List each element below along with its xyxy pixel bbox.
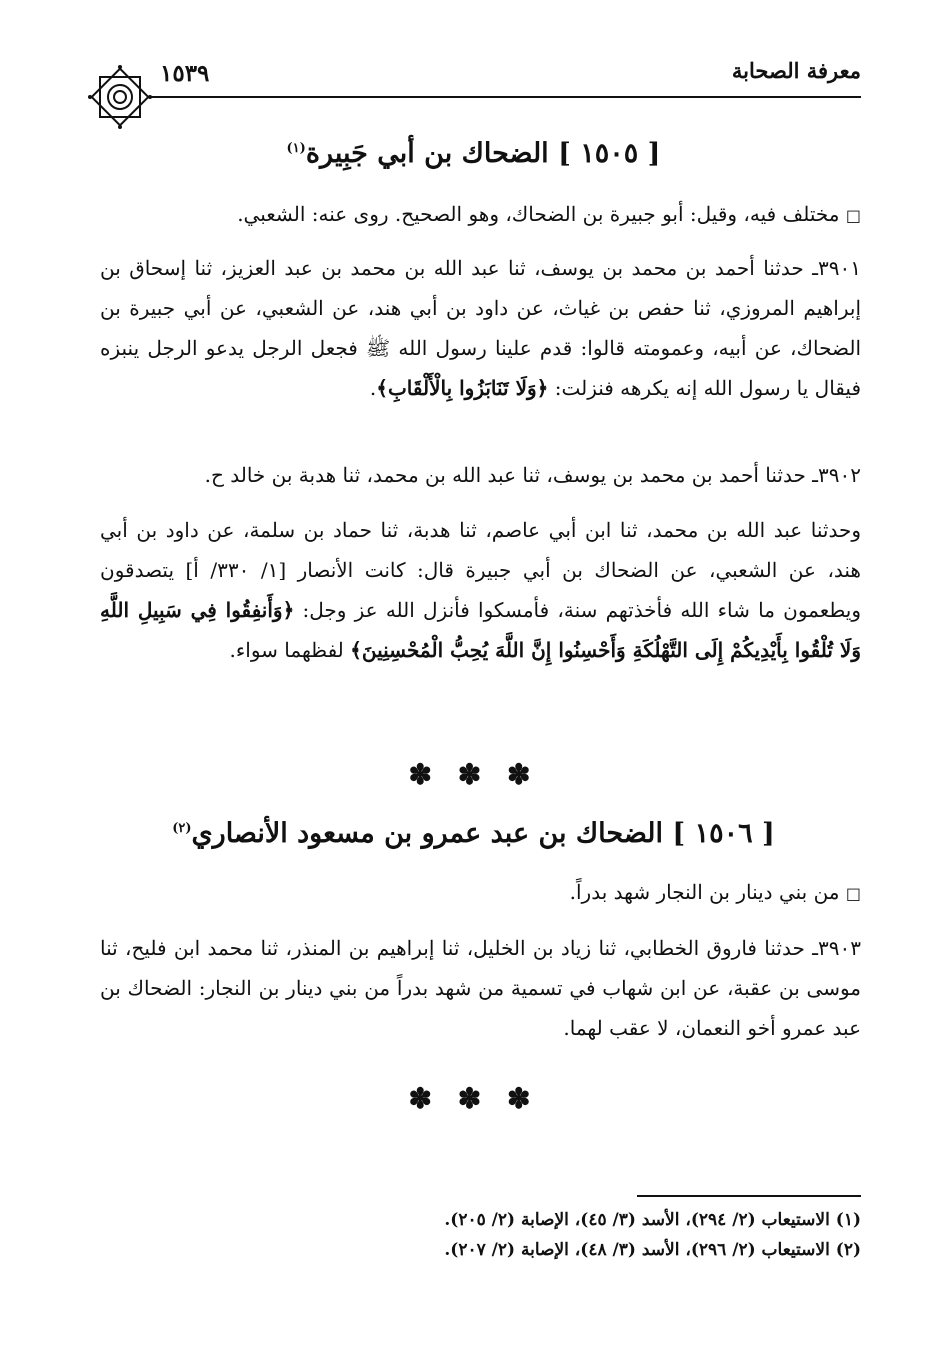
square-mark: □ (845, 206, 861, 225)
star-ornament-icon (86, 63, 154, 131)
hadith-3901 (100, 248, 861, 408)
entry-1505-title: [ ١٥٠٥ ] الضحاك بن أبي جَبِيرة (305, 138, 661, 169)
entry-1506-intro (100, 872, 861, 914)
hadith-3902-text: ٣٩٠٢ـ حدثنا أحمد بن محمد بن يوسف، ثنا عبد الله بن محمد، ثنا هدبة بن خالد ح. (204, 463, 861, 487)
hadith-3901-quran: ﴿وَلَا تَنَابَزُوا بِالْأَلْقَابِ﴾ (376, 376, 549, 400)
entry-1506-heading (86, 818, 861, 849)
footnote-rule (637, 1195, 861, 1197)
hadith-3902-end: لفظهما سواء. (229, 638, 344, 662)
footnote-ref-1: (١) (286, 141, 306, 156)
hadith-3901-text: ٣٩٠١ـ حدثنا أحمد بن محمد بن يوسف، ثنا عبد الله بن محمد بن عبد العزيز، ثنا إسحاق بن إبراهيم المروزي، ثنا حفص بن غياث، عن داود بن أبي هند، عن الشعبي، عن أبي جبيرة بن الضحاك، عن أبيه، وعمومته قالوا: قدم علينا رسول الله ﷺ فجعل الرجل يدعو الرجل ينبزه فيقال يا رسول الله إنه يكرهه فنزلت: (100, 256, 861, 400)
hadith-3902-continuation (100, 510, 861, 670)
square-mark: □ (845, 884, 861, 903)
intro-text: مختلف فيه، وقيل: أبو جبيرة بن الضحاك، وهو الصحيح. روى عنه: الشعبي. (237, 202, 840, 226)
hadith-3902 (100, 455, 861, 495)
separator-stars: ✽ ✽ ✽ (408, 1082, 539, 1115)
header-rule (150, 96, 861, 98)
hadith-3902b-text: وحدثنا عبد الله بن محمد، ثنا ابن أبي عاصم، ثنا هدبة، ثنا حماد بن سلمة، عن داود بن أبي هند، عن الشعبي، عن الضحاك بن أبي جبيرة قال: كانت الأنصار [١/ ٣٣٠/ أ] يتصدقون ويطعمون ما شاء الله فأخذتهم سنة، فأمسكوا فأنزل الله عز وجل: (100, 518, 861, 622)
page-number: ١٥٣٩ (160, 60, 210, 87)
entry-1505-heading (86, 138, 861, 169)
footnote-2: (٢) الاستيعاب (٢/ ٢٩٦)، الأسد (٣/ ٤٨)، الإصابة (٢/ ٢٠٧). (444, 1240, 861, 1260)
hadith-3903-text: ٣٩٠٣ـ حدثنا فاروق الخطابي، ثنا زياد بن الخليل، ثنا إبراهيم بن المنذر، ثنا محمد ابن فليح، ثنا موسى بن عقبة، عن ابن شهاب في تسمية من شهد بدراً من بني دينار بن النجار: الضحاك بن عبد عمرو أخو النعمان، لا عقب لهما. (100, 936, 861, 1040)
footnote-1: (١) الاستيعاب (٢/ ٢٩٤)، الأسد (٣/ ٤٥)، الإصابة (٢/ ٢٠٥). (444, 1210, 861, 1230)
intro-text: من بني دينار بن النجار شهد بدراً. (569, 880, 840, 904)
entry-1506-title: [ ١٥٠٦ ] الضحاك بن عبد عمرو بن مسعود الأنصاري (191, 818, 775, 849)
hadith-3902-quran: ﴿وَأَنفِقُوا فِي سَبِيلِ اللَّهِ وَلَا تُلْقُوا بِأَيْدِيكُمْ إِلَى التَّهْلُكَةِ وَأَحْسِنُوا إِنَّ اللَّهَ يُحِبُّ الْمُحْسِنِينَ﴾ (100, 598, 861, 662)
hadith-3903 (100, 928, 861, 1048)
footnote-ref-2: (٢) (172, 821, 192, 836)
entry-1505-intro (100, 194, 861, 236)
separator-stars: ✽ ✽ ✽ (408, 758, 539, 791)
running-title: معرفة الصحابة (731, 58, 861, 83)
hadith-3901-end: . (369, 376, 377, 400)
